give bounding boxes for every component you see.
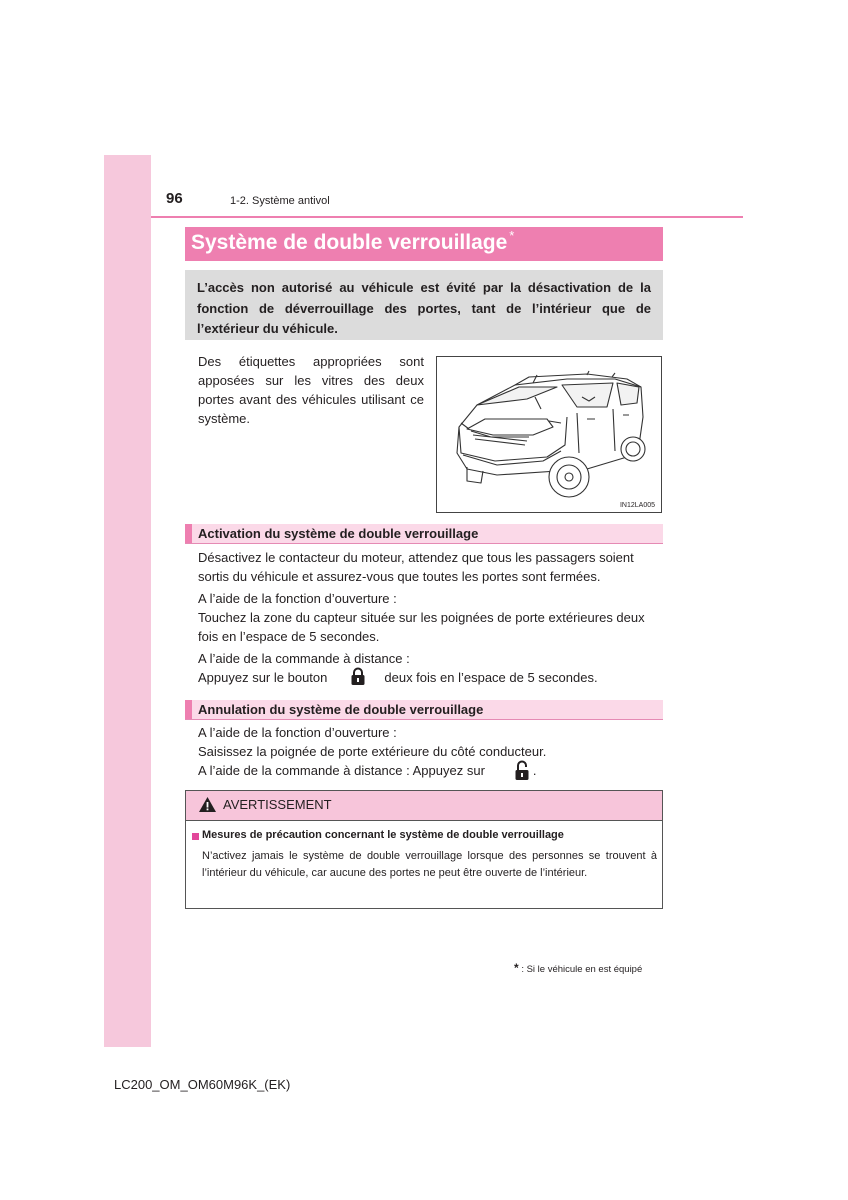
lock-icon [350,667,366,686]
footnote-star: * [514,961,519,975]
activation-remote-line2 [198,668,662,687]
vehicle-illustration [436,356,662,513]
label-paragraph: Des étiquettes appropriées sont apposées sur les vitres des deux portes avant des véhicules utilisant ce système. [198,354,424,426]
cancel-line1: A l’aide de la fonction d’ouverture : [198,725,397,740]
page-title [191,228,515,255]
warning-triangle-icon [198,796,217,813]
activation-heading: Activation du système de double verrouillage [198,526,479,541]
activation-key-line1: A l’aide de la fonction d’ouverture : [198,591,397,606]
warning-header [186,791,662,821]
cancel-heading: Annulation du système de double verrouillage [198,702,484,717]
intro-text: L’accès non autorisé au véhicule est évité par la désactivation de la fonction de déverrouillage des portes, tant de l’intérieur que de l’extérieur du véhicule. [197,280,651,336]
warning-text: N’activez jamais le système de double verrouillage lorsque des personnes se trouvent à l’intérieur du véhicule, car aucune des portes ne peut être ouverte de l’intérieur. [202,850,657,879]
warning-box [185,790,663,909]
activation-remote-pre: Appuyez sur le bouton [198,670,328,685]
document-code: LC200_OM_OM60M96K_(EK) [114,1077,291,1092]
activation-remote-line1: A l’aide de la commande à distance : [198,651,410,666]
activation-key-line2: Touchez la zone du capteur située sur les poignées de porte extérieures deux fois en l’espace de 5 secondes. [198,610,645,644]
cancel-line3 [198,761,662,780]
title-footnote-marker: * [509,228,515,243]
page-title-text: Système de double verrouillage [191,231,508,254]
cancel-line3-pre: A l’aide de la commande à distance : Appuyez sur [198,763,485,778]
cancel-heading-bar [185,700,663,720]
suv-vehicle-illustration-icon [437,357,661,512]
activation-remote-post: deux fois en l’espace de 5 secondes. [384,670,598,685]
cancel-line3-post: . [532,763,537,778]
warning-subtitle: Mesures de précaution concernant le système de double verrouillage [202,829,564,841]
cancel-line2: Saisissez la poignée de porte extérieure du côté conducteur. [198,744,547,759]
page-number: 96 [166,190,183,207]
side-tab-band [104,155,151,1047]
activation-heading-bar [185,524,663,544]
footnote [514,961,642,975]
unlock-icon [514,760,530,781]
footnote-text: : Si le véhicule en est équipé [521,964,643,975]
title-bar [185,227,663,261]
section-label: 1-2. Système antivol [230,195,330,207]
activation-paragraph: Désactivez le contacteur du moteur, attendez que tous les passagers soient sortis du véhicule et assurez-vous que toutes les portes sont fermées. [198,550,634,584]
intro-box [185,270,663,340]
illustration-code: IN12LA005 [619,502,655,509]
warning-bullet-square [192,833,199,840]
header-rule [151,216,743,218]
warning-title: AVERTISSEMENT [223,797,332,812]
